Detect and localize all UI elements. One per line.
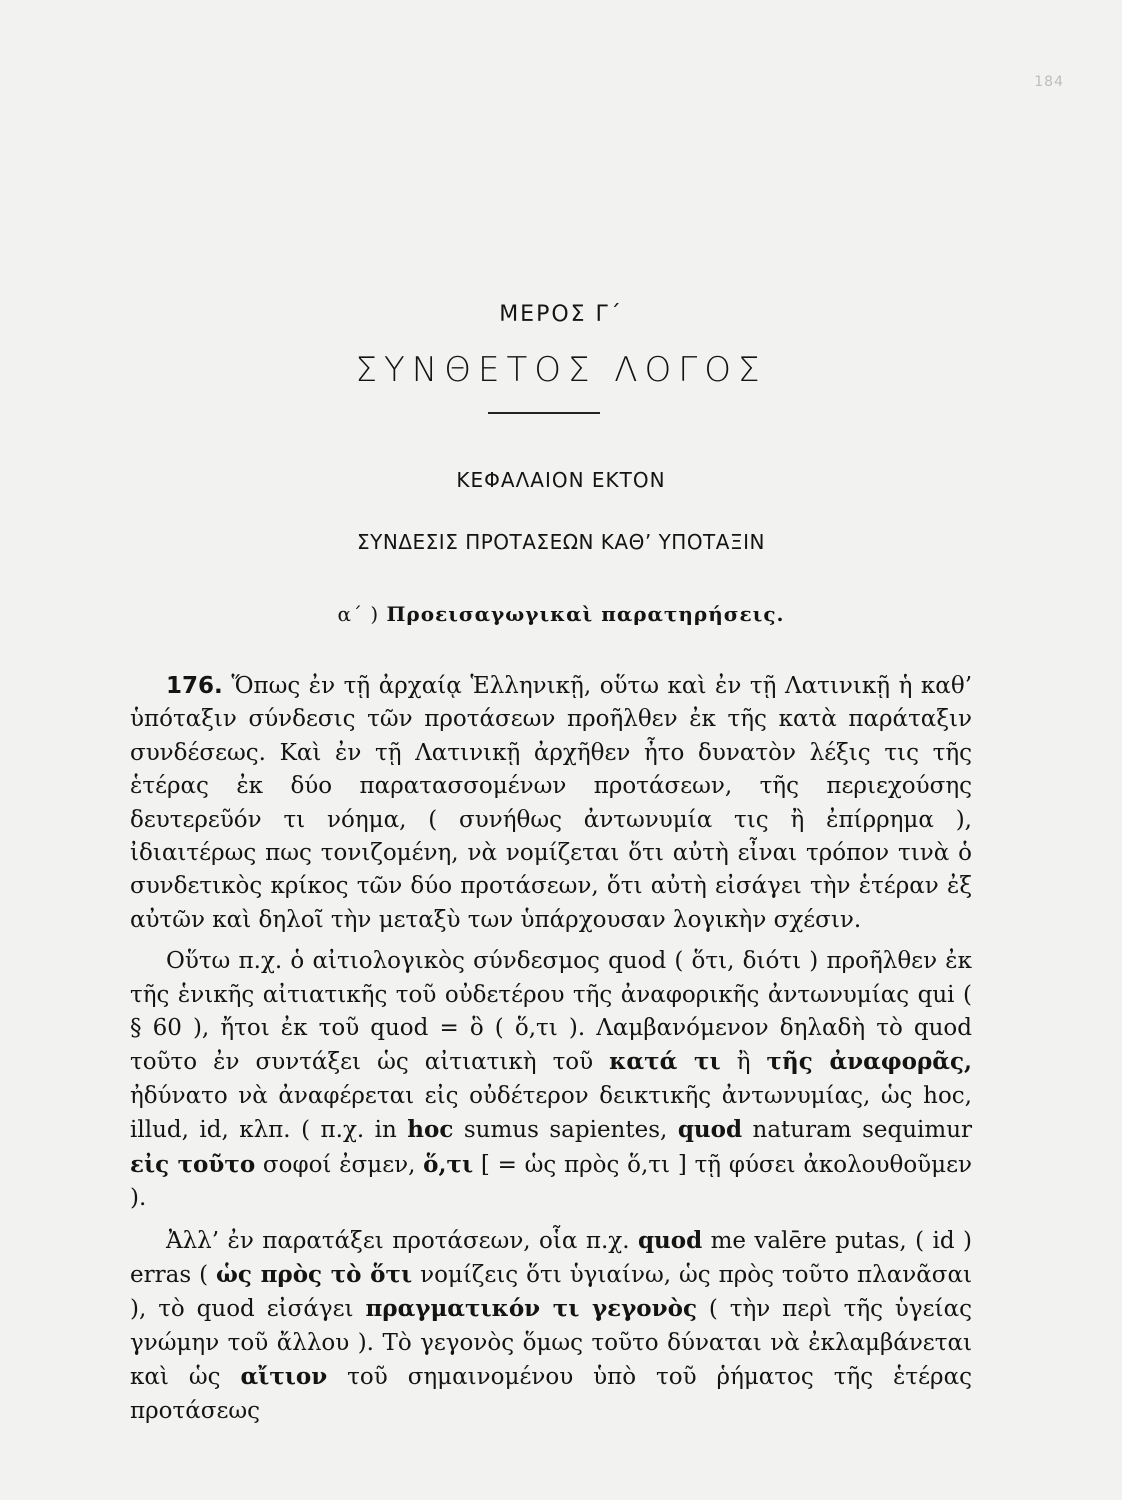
text-run: sumus sapientes, xyxy=(453,1117,678,1144)
subsection-marker: α΄ ) xyxy=(337,602,380,626)
text-run: Ἀλλ’ ἐν παρατάξει προτάσεων, οἷα π.χ. xyxy=(166,1227,638,1254)
text-run: me valēre putas, ( id ) erras ( xyxy=(130,1227,972,1288)
text-run: naturam sequimur xyxy=(742,1117,972,1144)
text-run: ἢ xyxy=(720,1049,767,1076)
paragraph-176 xyxy=(130,670,972,937)
bold-run: πραγματικόν τι γεγονὸς xyxy=(365,1295,697,1323)
text-run: Οὕτω π.χ. ὁ αἰτιολογικὸς σύνδεσμος quod ( ὅτι, διότι ) προῆλθεν ἐκ τῆς ἑνικῆς αἰτιατικῆς τοῦ οὐδετέρου τῆς ἀναφορικῆς ἀντωνυμίας qui ( § 60 ), ἤτοι ἐκ τοῦ quod = ὃ ( ὅ,τι ). Λαμβανόμενον δηλαδὴ τὸ quod τοῦτο ἐν συντάξει ὡς αἰτιατικὴ τοῦ xyxy=(130,948,972,1076)
paragraph-2 xyxy=(130,945,972,1215)
bold-run: quod xyxy=(637,1226,703,1254)
part-label: ΜΕΡΟΣ Γ΄ xyxy=(499,302,623,327)
bold-run: ὡς πρὸς τὸ ὅτι xyxy=(216,1260,413,1288)
bold-run: quod xyxy=(677,1116,743,1144)
chapter-label: ΚΕΦΑΛΑΙΟΝ ΕΚΤΟΝ xyxy=(456,468,666,492)
subsection-title: Προεισαγωγικαὶ παρατηρήσεις. xyxy=(386,602,785,626)
subsection-heading xyxy=(0,602,1122,626)
section-title: ΣΥΝΔΕΣΙΣ ΠΡΟΤΑΣΕΩΝ ΚΑΘ’ ΥΠΟΤΑΞΙΝ xyxy=(357,530,765,554)
bold-run: ὅ,τι xyxy=(423,1150,474,1178)
bold-run: κατά τι xyxy=(609,1048,721,1076)
bold-run: αἴτιον xyxy=(240,1363,328,1391)
bold-run: τῆς ἀναφορᾶς, xyxy=(766,1048,972,1076)
text-run: ( τὴν περὶ τῆς ὑγείας γνώμην τοῦ ἄλλου ). Τὸ γεγονὸς ὅμως τοῦτο δύναται νὰ ἐκλαμβάνεται καὶ ὡς xyxy=(130,1296,972,1391)
text-run: σοφοί ἐσμεν, xyxy=(255,1151,424,1178)
page-number: 184 xyxy=(1034,74,1064,90)
bold-run: εἰς τοῦτο xyxy=(130,1150,256,1178)
main-title: ΣΥΝΘΕΤΟΣ ΛΟΓΟΣ xyxy=(355,350,767,390)
body-text xyxy=(130,670,972,1436)
text-run: νομίζεις ὅτι ὑγιαίνω, ὡς πρὸς τοῦτο πλανᾶσαι ), τὸ quod εἰσάγει xyxy=(130,1261,972,1323)
title-divider xyxy=(488,412,600,414)
paragraph-3 xyxy=(130,1224,972,1428)
paragraph-text: Ὅπως ἐν τῇ ἀρχαίᾳ Ἑλληνικῇ, οὕτω καὶ ἐν τῇ Λατινικῇ ἡ καθ’ ὑπόταξιν σύνδεσις τῶν προτάσεων προῆλθεν ἐκ τῆς κατὰ παράταξιν συνδέσεως. Καὶ ἐν τῇ Λατινικῇ ἀρχῆθεν ἦτο δυνατὸν λέξις τις τῆς ἑτέρας ἐκ δύο παρατασσομένων προτάσεων, τῆς περιεχούσης δευτερεῦόν τι νόημα, ( συνήθως ἀντωνυμία τις ἢ ἐπίρρημα ), ἰδιαιτέρως πως τονιζομένη, νὰ νομίζεται ὅτι αὐτὴ εἶναι τρόπον τινὰ ὁ συνδετικὸς κρίκος τῶν δύο προτάσεων, ὅτι αὐτὴ εἰσάγει τὴν ἑτέραν ἐξ αὐτῶν καὶ δηλοῖ τὴν μεταξὺ των ὑπάρχουσαν λογικὴν σχέσιν. xyxy=(130,673,972,933)
text-run: ἠδύνατο νὰ ἀναφέρεται εἰς οὐδέτερον δεικτικῆς ἀντωνυμίας, ὡς hoc, illud, id, κλπ. ( π.χ. in xyxy=(130,1082,972,1144)
bold-run: hoc xyxy=(407,1116,454,1144)
paragraph-number: 176. xyxy=(166,673,223,699)
text-run: [ = ὡς πρὸς ὅ,τι ] τῇ φύσει ἀκολουθοῦμεν ). xyxy=(130,1151,972,1212)
text-run: τοῦ σημαινομένου ὑπὸ τοῦ ῥήματος τῆς ἑτέρας προτάσεως xyxy=(130,1364,972,1424)
